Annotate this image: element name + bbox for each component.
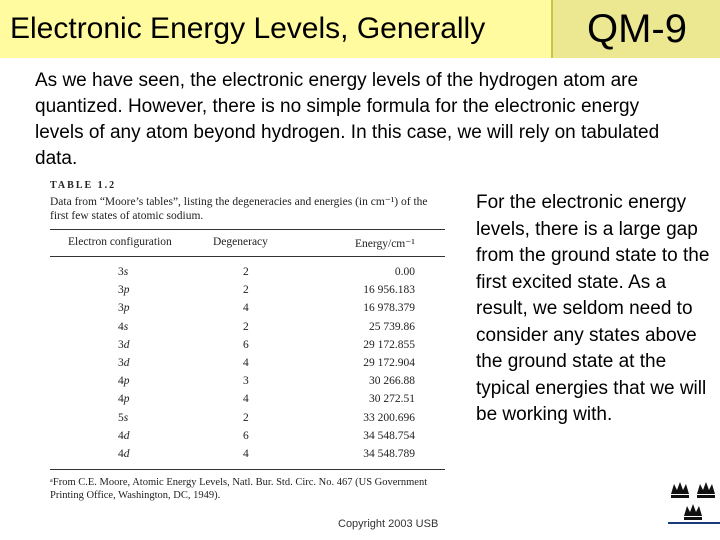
side-text: For the electronic energy levels, there is a large gap from the ground state to the first excited state. As a result, we seldom need to consider any states above the ground state at the typical energies that we will be working with. (476, 192, 710, 425)
degeneracy-cell: 6 (243, 429, 249, 442)
electron-configuration-cell: 3d (118, 338, 130, 351)
table-bottom-rule (50, 469, 445, 470)
degeneracy-cell: 4 (243, 302, 249, 315)
energy-cell: 29 172.855 (363, 338, 415, 351)
table-row (50, 336, 445, 354)
table-footnote: ᵃFrom C.E. Moore, Atomic Energy Levels, Natl. Bur. Std. Circ. No. 467 (US Government Printing Office, Washington, DC, 1949). (50, 477, 428, 502)
table-row (50, 263, 445, 281)
copyright-notice: Copyright 2003 USB (338, 518, 439, 530)
table-row (50, 354, 445, 372)
slide-code: QM-9 (587, 6, 687, 51)
electron-configuration-cell: 4d (118, 429, 130, 442)
degeneracy-cell: 2 (243, 266, 249, 279)
electron-configuration-cell: 4p (118, 375, 130, 388)
electron-configuration-cell: 4p (118, 393, 130, 406)
degeneracy-cell: 4 (243, 393, 249, 406)
degeneracy-cell: 2 (243, 411, 249, 424)
table-row (50, 299, 445, 317)
table-row (50, 318, 445, 336)
table-row (50, 427, 445, 445)
table-caption: Data from “Moore’s tables”, listing the degeneracies and energies (in cm⁻¹) of the first few states of atomic sodium. (50, 196, 428, 222)
table-header (50, 230, 445, 256)
energy-cell: 34 548.754 (363, 429, 415, 442)
table-row (50, 281, 445, 299)
energy-cell: 16 956.183 (363, 284, 415, 297)
column-header: Energy/cm⁻¹ (355, 238, 415, 250)
table-row (50, 390, 445, 408)
degeneracy-cell: 6 (243, 338, 249, 351)
intro-text: As we have seen, the electronic energy levels of the hydrogen atom are quantized. However, there is no simple formula for the electronic energy levels of any atom beyond hydrogen. In this case, we will rely on tabulated data. (35, 70, 660, 169)
column-header: Degeneracy (213, 236, 268, 248)
energy-cell: 30 272.51 (369, 393, 415, 406)
electron-configuration-cell: 3p (118, 284, 130, 297)
energy-cell: 30 266.88 (369, 375, 415, 388)
electron-configuration-cell: 4d (118, 447, 130, 460)
degeneracy-cell: 2 (243, 284, 249, 297)
energy-cell: 16 978.379 (363, 302, 415, 315)
energy-cell: 0.00 (394, 266, 415, 279)
degeneracy-cell: 4 (243, 357, 249, 370)
degeneracy-cell: 4 (243, 447, 249, 460)
column-header: Electron configuration (68, 236, 172, 248)
slide-code-box (553, 0, 720, 58)
electron-configuration-cell: 3s (118, 266, 129, 279)
table-row (50, 445, 445, 463)
electron-configuration-cell: 3p (118, 302, 130, 315)
table-body (50, 257, 445, 469)
electron-configuration-cell: 4s (118, 320, 129, 333)
slide-title: Electronic Energy Levels, Generally (10, 12, 486, 45)
table-row (50, 409, 445, 427)
degeneracy-cell: 3 (243, 375, 249, 388)
three-crowns-logo-icon (668, 480, 720, 524)
energy-cell: 33 200.696 (363, 411, 415, 424)
energy-cell: 34 548.789 (363, 447, 415, 460)
table-label: TABLE 1.2 (50, 180, 117, 191)
table-row (50, 372, 445, 390)
title-bar (0, 0, 553, 58)
energy-cell: 25 739.86 (369, 320, 415, 333)
degeneracy-cell: 2 (243, 320, 249, 333)
energy-cell: 29 172.904 (363, 357, 415, 370)
energy-table (50, 180, 445, 502)
electron-configuration-cell: 5s (118, 411, 129, 424)
intro-paragraph (35, 68, 685, 172)
electron-configuration-cell: 3d (118, 357, 130, 370)
side-paragraph (476, 190, 711, 429)
